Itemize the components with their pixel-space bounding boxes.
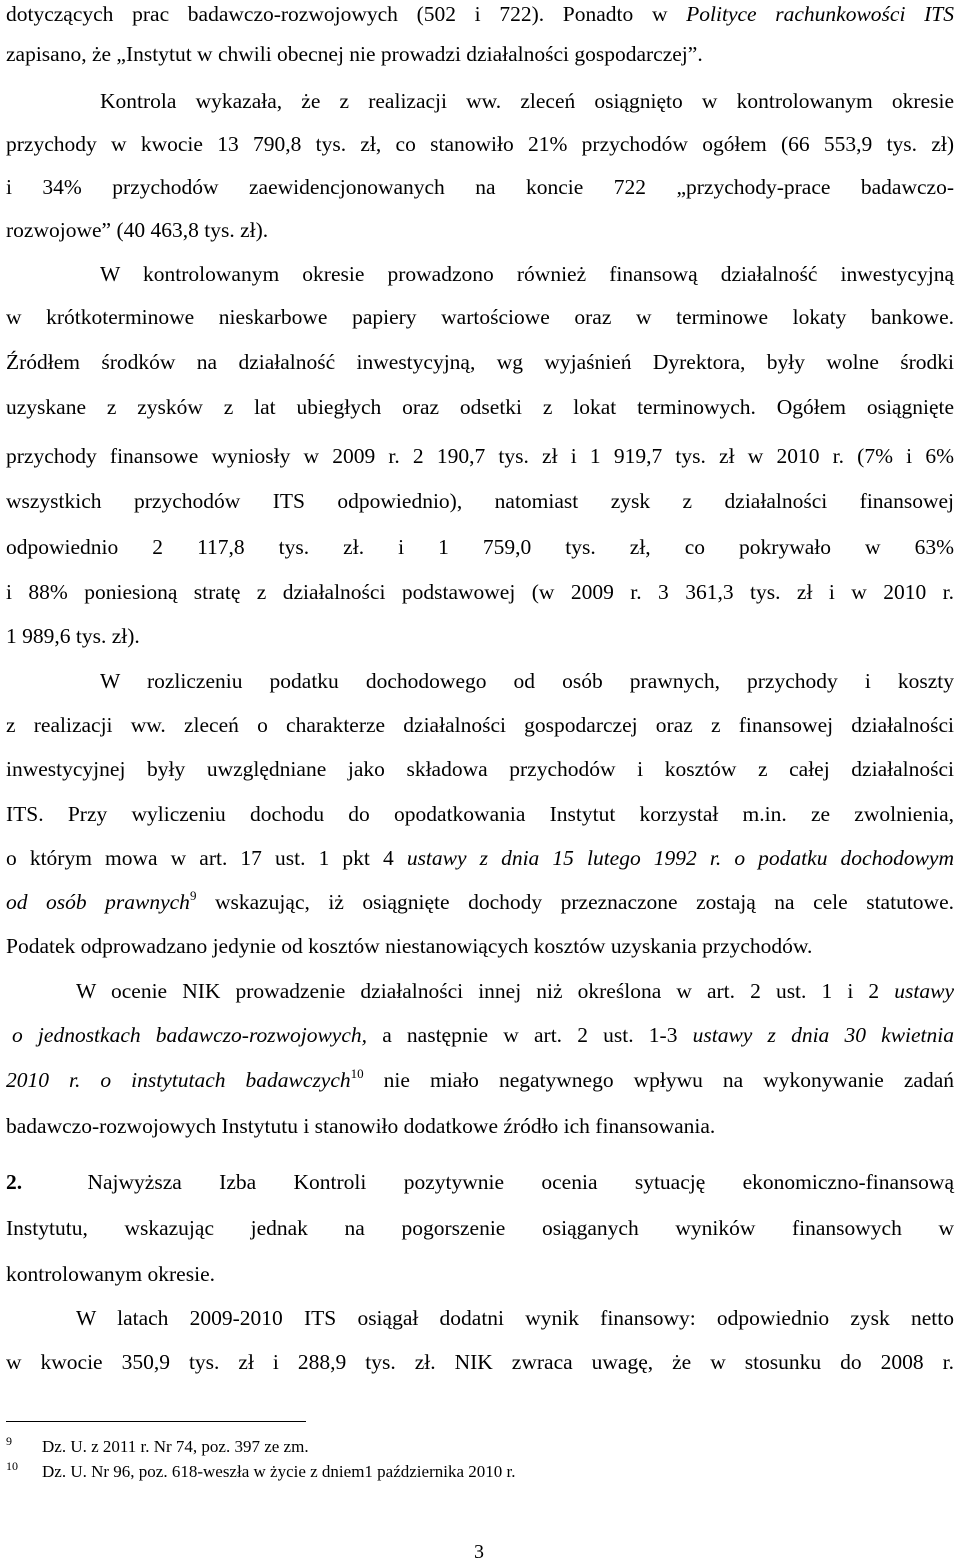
- footnote-ref: 10: [350, 1066, 364, 1081]
- text-line: o jednostkach badawczo-rozwojowych, a następnie w art. 2 ust. 1-3 ustawy z dnia 30 kwietnia: [12, 1023, 954, 1047]
- text-line: W ocenie NIK prowadzenie działalności innej niż określona w art. 2 ust. 1 i 2 ustawy: [76, 979, 954, 1003]
- footnote-separator: [6, 1421, 306, 1422]
- footnote-text: Dz. U. Nr 96, poz. 618-weszła w życie z dniem1 października 2010 r.: [42, 1462, 516, 1481]
- text-line: badawczo-rozwojowych Instytutu i stanowiło dodatkowe źródło ich finansowania.: [6, 1114, 716, 1138]
- text-line: zapisano, że „Instytut w chwili obecnej nie prowadzi działalności gospodarczej”.: [6, 42, 703, 66]
- text-line: z realizacji ww. zleceń o charakterze działalności gospodarczej oraz z finansowej działalności: [6, 713, 954, 737]
- text-line: przychody finansowe wyniosły w 2009 r. 2 190,7 tys. zł i 1 919,7 tys. zł w 2010 r. (7% i 6%: [6, 444, 954, 468]
- text-line: 1 989,6 tys. zł).: [6, 624, 140, 648]
- text-line: W rozliczeniu podatku dochodowego od osób prawnych, przychody i koszty: [100, 669, 954, 693]
- text-line: o którym mowa w art. 17 ust. 1 pkt 4 ustawy z dnia 15 lutego 1992 r. o podatku dochodowym: [6, 846, 954, 870]
- text-line: w krótkoterminowe nieskarbowe papiery wartościowe oraz w terminowe lokaty bankowe.: [6, 305, 954, 329]
- text-line: uzyskane z zysków z lat ubiegłych oraz odsetki z lokat terminowych. Ogółem osiągnięte: [6, 395, 954, 419]
- text-line: odpowiednio 2 117,8 tys. zł. i 1 759,0 tys. zł, co pokrywało w 63%: [6, 535, 954, 559]
- footnote-text: Dz. U. z 2011 r. Nr 74, poz. 397 ze zm.: [42, 1437, 309, 1456]
- text-line: w kwocie 350,9 tys. zł i 288,9 tys. zł. NIK zwraca uwagę, że w stosunku do 2008 r.: [6, 1350, 954, 1374]
- text-line: wszystkich przychodów ITS odpowiednio), natomiast zysk z działalności finansowej: [6, 489, 954, 513]
- text-line: kontrolowanym okresie.: [6, 1262, 215, 1286]
- text-line: W kontrolowanym okresie prowadzono również finansową działalność inwestycyjną: [100, 262, 954, 286]
- text-line: inwestycyjnej były uwzględniane jako składowa przychodów i kosztów z całej działalności: [6, 757, 954, 781]
- section-number: 2.: [6, 1170, 23, 1194]
- text-line: przychody w kwocie 13 790,8 tys. zł, co stanowiło 21% przychodów ogółem (66 553,9 tys. zł): [6, 132, 954, 156]
- text-line: Instytutu, wskazując jednak na pogorszenie osiąganych wyników finansowych w: [6, 1216, 954, 1240]
- text-line: 2010 r. o instytutach badawczych$^{10}$ nie miało negatywnego wpływu na wykonywanie zadań: [6, 1066, 955, 1092]
- footnote-number: 10: [6, 1459, 18, 1473]
- section-heading-line: 2. Najwyższa Izba Kontroli pozytywnie ocenia sytuację ekonomiczno-finansową: [6, 1170, 954, 1194]
- text-line: ITS. Przy wyliczeniu dochodu do opodatkowania Instytut korzystał m.in. ze zwolnienia,: [6, 802, 954, 826]
- text-line: Podatek odprowadzano jedynie od kosztów niestanowiących kosztów uzyskania przychodów.: [6, 934, 813, 958]
- text-line: od osób prawnych$^9$ wskazując, iż osiągnięte dochody przeznaczone zostają na cele statutowe.: [6, 888, 954, 914]
- text-line: Źródłem środków na działalność inwestycyjną, wg wyjaśnień Dyrektora, były wolne środki: [6, 350, 954, 374]
- text-line: W latach 2009-2010 ITS osiągał dodatni wynik finansowy: odpowiednio zysk netto: [76, 1306, 954, 1330]
- text-line: Kontrola wykazała, że z realizacji ww. zleceń osiągnięto w kontrolowanym okresie: [100, 89, 954, 113]
- text-line: i 88% poniesioną stratę z działalności podstawowej (w 2009 r. 3 361,3 tys. zł i w 2010 r.: [6, 580, 954, 604]
- text-line: i 34% przychodów zaewidencjonowanych na koncie 722 „przychody-prace badawczo-: [6, 175, 954, 199]
- footnote-ref: 9: [189, 888, 197, 903]
- page-number: 3: [474, 1541, 484, 1563]
- text-line: rozwojowe” (40 463,8 tys. zł).: [6, 218, 269, 242]
- footnote-number: 9: [6, 1434, 12, 1448]
- text-line: dotyczących prac badawczo-rozwojowych (502 i 722). Ponadto w Polityce rachunkowości ITS: [6, 2, 954, 26]
